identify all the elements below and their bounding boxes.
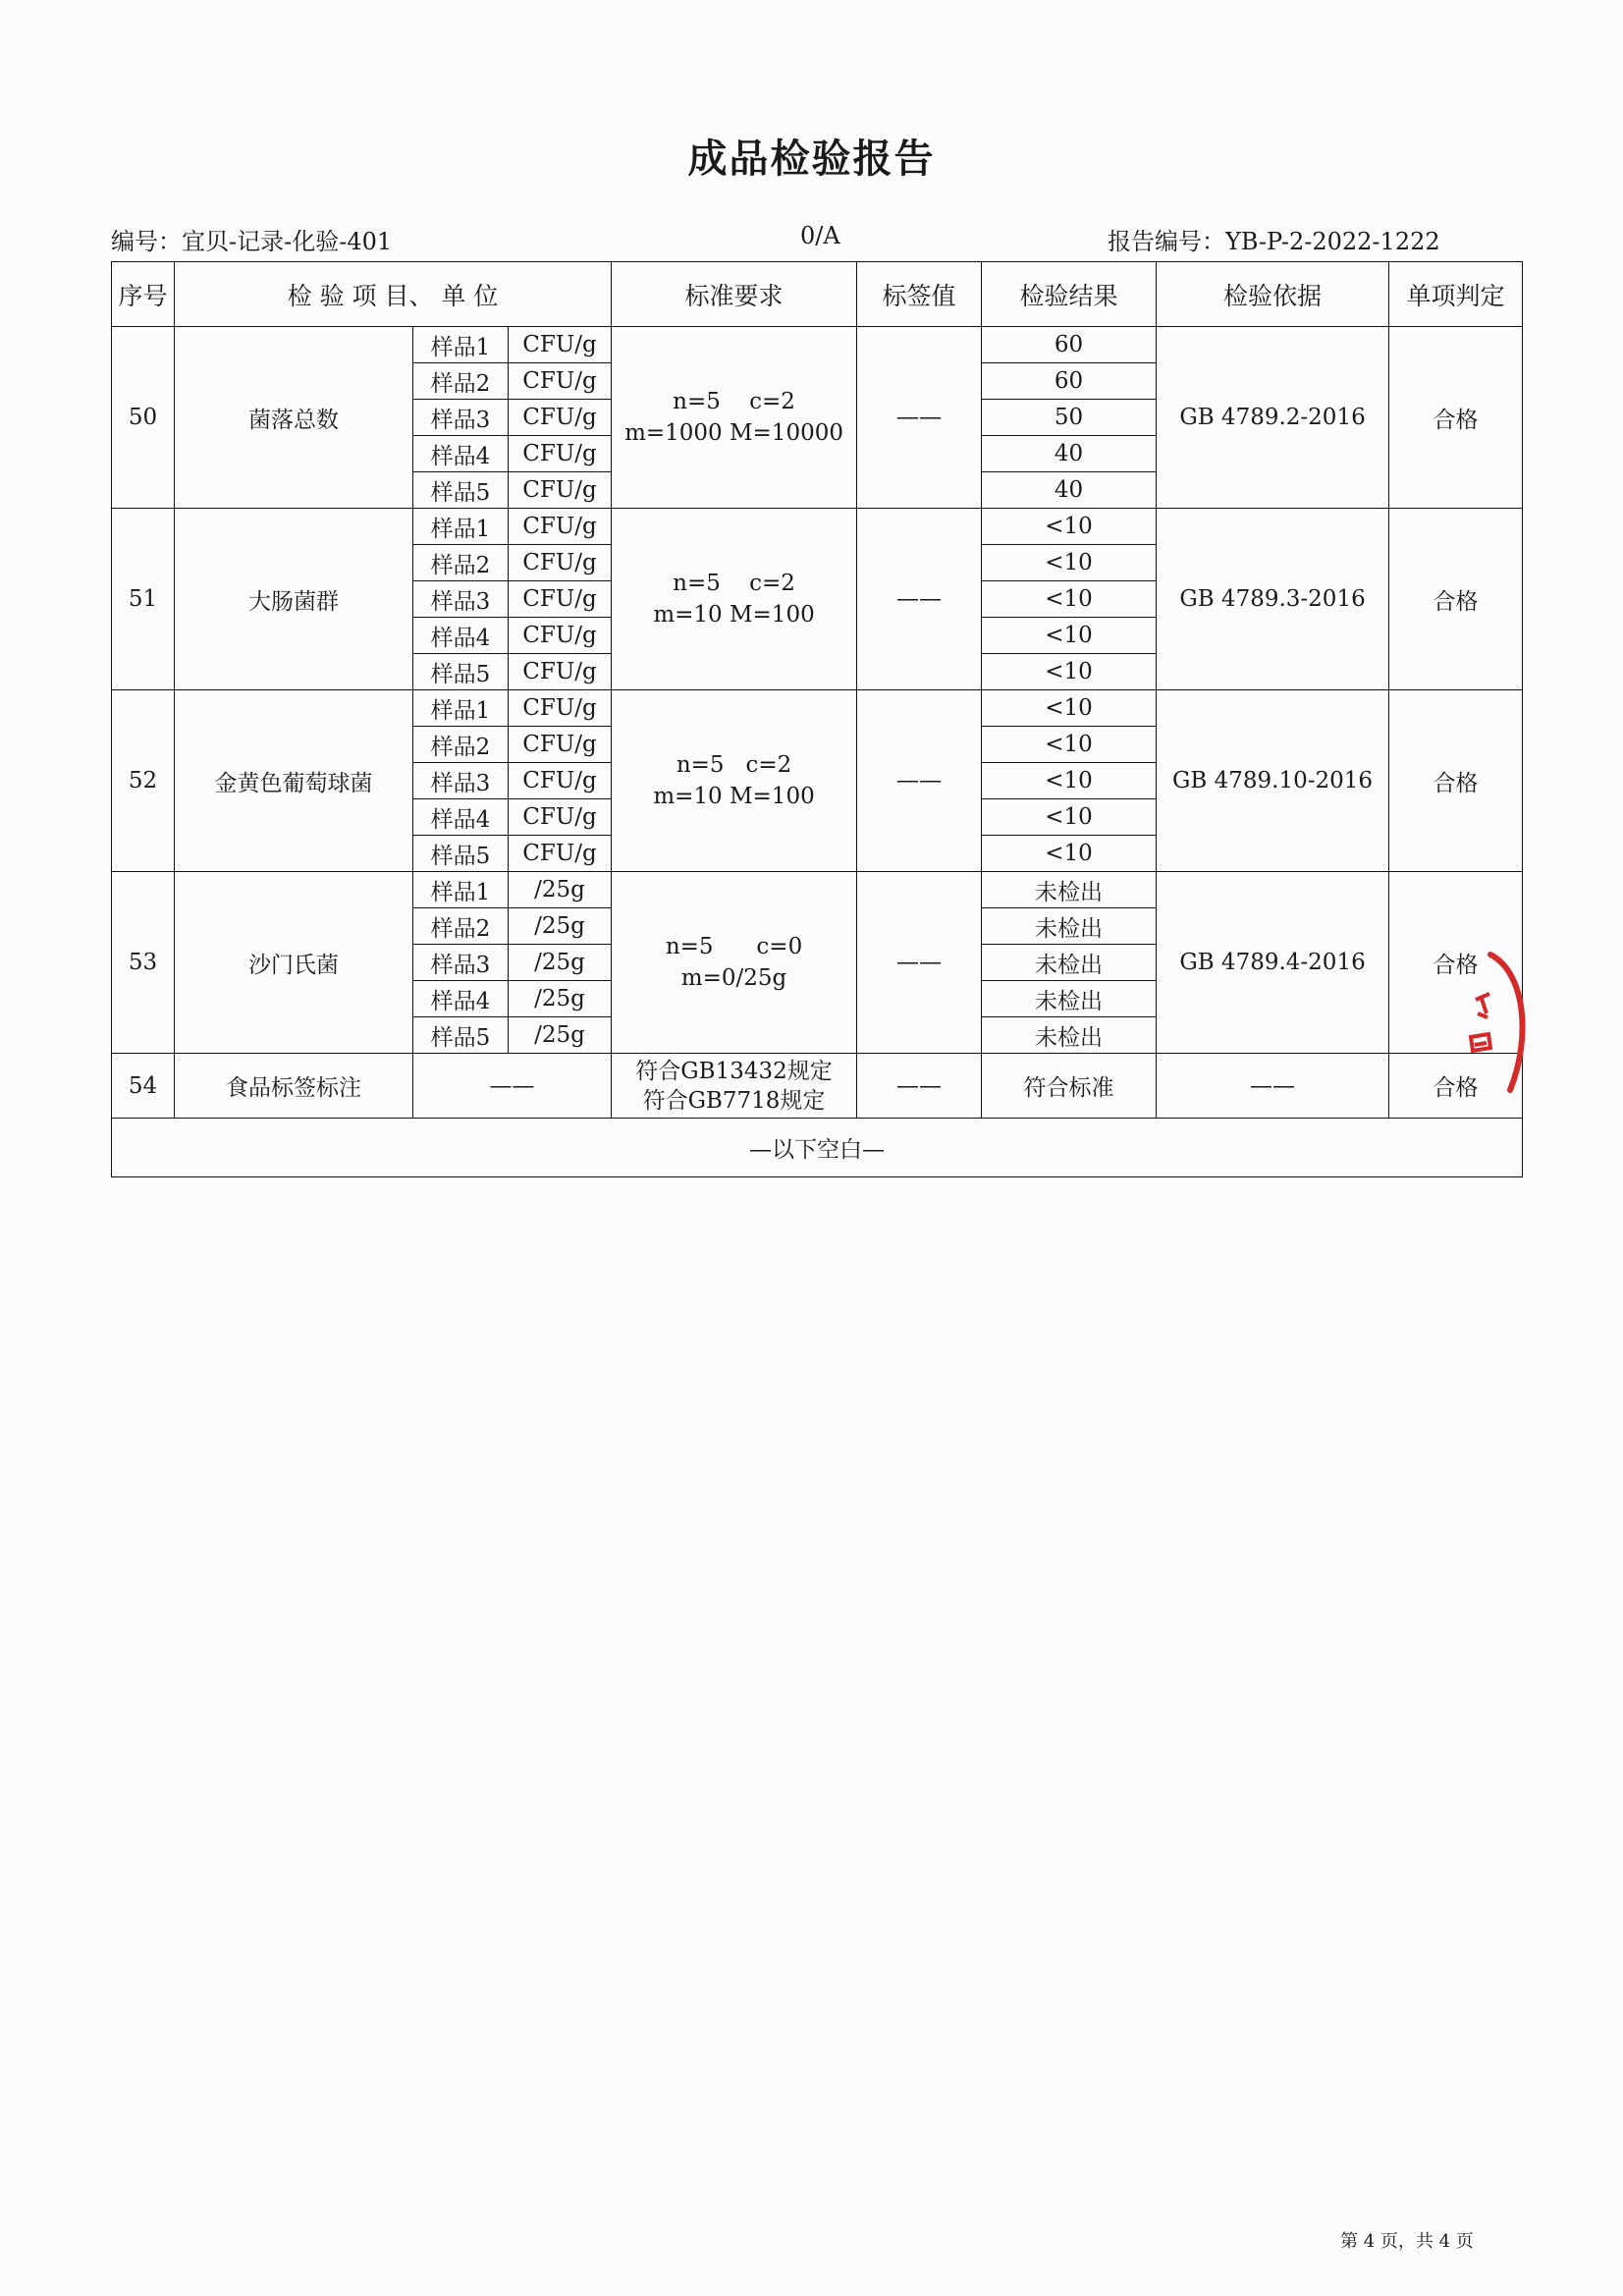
col-header-seq: 序号 <box>112 262 175 327</box>
item-seq: 52 <box>112 690 175 872</box>
col-header-verdict: 单项判定 <box>1389 262 1523 327</box>
standard-requirement <box>612 1054 857 1119</box>
sample-unit: CFU/g <box>509 545 612 581</box>
sample-unit: CFU/g <box>509 836 612 872</box>
table-footer-row <box>112 1119 1523 1177</box>
sample-unit: CFU/g <box>509 436 612 472</box>
standard-requirement <box>612 509 857 690</box>
sample-result: <10 <box>982 690 1157 727</box>
item-verdict: 合格 <box>1389 690 1523 872</box>
item-verdict: 合格 <box>1389 1054 1523 1119</box>
table-row <box>112 872 1523 908</box>
sample-result: <10 <box>982 509 1157 545</box>
col-header-standard: 标准要求 <box>612 262 857 327</box>
inspection-basis: GB 4789.2-2016 <box>1157 327 1389 509</box>
item-name: 沙门氏菌 <box>175 872 413 1054</box>
sample-result: 未检出 <box>982 945 1157 981</box>
record-number: 编号：宜贝-记录-化验-401 <box>111 228 393 255</box>
sample-unit: /25g <box>509 1017 612 1054</box>
sample-label: 样品2 <box>413 363 509 400</box>
sample-unit: CFU/g <box>509 799 612 836</box>
version-number: 0/A <box>800 222 840 249</box>
sample-unit: /25g <box>509 981 612 1017</box>
label-value: —— <box>857 690 982 872</box>
inspection-table <box>111 261 1523 1177</box>
standard-line: m=10 M=100 <box>653 602 815 628</box>
item-name: 食品标签标注 <box>175 1054 413 1119</box>
standard-line: 符合GB7718规定 <box>642 1087 826 1114</box>
sample-result: <10 <box>982 618 1157 654</box>
item-name: 菌落总数 <box>175 327 413 509</box>
table-row <box>112 327 1523 363</box>
inspection-basis: GB 4789.3-2016 <box>1157 509 1389 690</box>
sample-result: <10 <box>982 545 1157 581</box>
standard-requirement <box>612 872 857 1054</box>
sample-unit: /25g <box>509 945 612 981</box>
sample-result: <10 <box>982 727 1157 763</box>
sample-result: 40 <box>982 472 1157 509</box>
standard-line: n=5 c=2 <box>673 389 795 414</box>
sample-label: 样品2 <box>413 727 509 763</box>
sample-unit: CFU/g <box>509 472 612 509</box>
item-verdict: 合格 <box>1389 872 1523 1054</box>
sample-result: 50 <box>982 400 1157 436</box>
standard-line: n=5 c=0 <box>665 934 803 959</box>
item-seq: 53 <box>112 872 175 1054</box>
sample-unit: CFU/g <box>509 727 612 763</box>
sample-unit: CFU/g <box>509 618 612 654</box>
standard-line: m=10 M=100 <box>653 784 815 809</box>
table-row <box>112 509 1523 545</box>
standard-line: n=5 c=2 <box>676 752 792 778</box>
sample-label: 样品4 <box>413 436 509 472</box>
sample-label: 样品1 <box>413 872 509 908</box>
sample-result: 未检出 <box>982 872 1157 908</box>
sample-label: 样品3 <box>413 400 509 436</box>
red-seal-stamp <box>1451 943 1540 1100</box>
sample-result: 60 <box>982 327 1157 363</box>
item-unit: —— <box>413 1054 612 1119</box>
col-header-label-value: 标签值 <box>857 262 982 327</box>
table-header-row <box>112 262 1523 327</box>
sample-unit: CFU/g <box>509 690 612 727</box>
sample-label: 样品4 <box>413 981 509 1017</box>
item-name: 大肠菌群 <box>175 509 413 690</box>
label-value: —— <box>857 327 982 509</box>
sample-label: 样品4 <box>413 618 509 654</box>
inspection-basis: —— <box>1157 1054 1389 1119</box>
table-row <box>112 690 1523 727</box>
standard-line: n=5 c=2 <box>673 571 795 596</box>
col-header-item-unit: 检 验 项 目、 单 位 <box>175 262 612 327</box>
sample-label: 样品1 <box>413 690 509 727</box>
sample-result: 60 <box>982 363 1157 400</box>
col-header-basis: 检验依据 <box>1157 262 1389 327</box>
sample-label: 样品5 <box>413 1017 509 1054</box>
sample-unit: CFU/g <box>509 581 612 618</box>
sample-label: 样品3 <box>413 945 509 981</box>
standard-line: m=0/25g <box>680 965 787 991</box>
label-value: —— <box>857 509 982 690</box>
sample-unit: CFU/g <box>509 400 612 436</box>
sample-unit: /25g <box>509 872 612 908</box>
item-verdict: 合格 <box>1389 327 1523 509</box>
sample-unit: CFU/g <box>509 654 612 690</box>
col-header-result: 检验结果 <box>982 262 1157 327</box>
report-number: 报告编号：YB-P-2-2022-1222 <box>1108 228 1440 255</box>
sample-result: 未检出 <box>982 908 1157 945</box>
sample-label: 样品1 <box>413 509 509 545</box>
sample-unit: CFU/g <box>509 363 612 400</box>
blank-below-note: —以下空白— <box>112 1119 1523 1177</box>
sample-result: 未检出 <box>982 1017 1157 1054</box>
sample-unit: /25g <box>509 908 612 945</box>
inspection-basis: GB 4789.10-2016 <box>1157 690 1389 872</box>
sample-label: 样品5 <box>413 836 509 872</box>
sample-label: 样品3 <box>413 581 509 618</box>
sample-result: <10 <box>982 799 1157 836</box>
sample-result: 未检出 <box>982 981 1157 1017</box>
item-seq: 50 <box>112 327 175 509</box>
sample-unit: CFU/g <box>509 509 612 545</box>
sample-label: 样品2 <box>413 545 509 581</box>
sample-result: <10 <box>982 654 1157 690</box>
table-row <box>112 1054 1523 1119</box>
page-number: 第 4 页，共 4 页 <box>1340 2231 1474 2252</box>
sample-label: 样品4 <box>413 799 509 836</box>
item-seq: 51 <box>112 509 175 690</box>
sample-unit: CFU/g <box>509 327 612 363</box>
inspection-basis: GB 4789.4-2016 <box>1157 872 1389 1054</box>
item-verdict: 合格 <box>1389 509 1523 690</box>
report-title: 成品检验报告 <box>687 136 936 182</box>
sample-label: 样品3 <box>413 763 509 799</box>
standard-line: m=1000 M=10000 <box>624 420 843 446</box>
sample-label: 样品5 <box>413 654 509 690</box>
sample-result: <10 <box>982 836 1157 872</box>
sample-result: <10 <box>982 763 1157 799</box>
sample-result: <10 <box>982 581 1157 618</box>
item-seq: 54 <box>112 1054 175 1119</box>
item-result: 符合标准 <box>982 1054 1157 1119</box>
sample-unit: CFU/g <box>509 763 612 799</box>
sample-label: 样品1 <box>413 327 509 363</box>
label-value: —— <box>857 1054 982 1119</box>
standard-line: 符合GB13432规定 <box>635 1058 833 1084</box>
sample-result: 40 <box>982 436 1157 472</box>
label-value: —— <box>857 872 982 1054</box>
standard-requirement <box>612 327 857 509</box>
item-name: 金黄色葡萄球菌 <box>175 690 413 872</box>
sample-label: 样品5 <box>413 472 509 509</box>
sample-label: 样品2 <box>413 908 509 945</box>
standard-requirement <box>612 690 857 872</box>
